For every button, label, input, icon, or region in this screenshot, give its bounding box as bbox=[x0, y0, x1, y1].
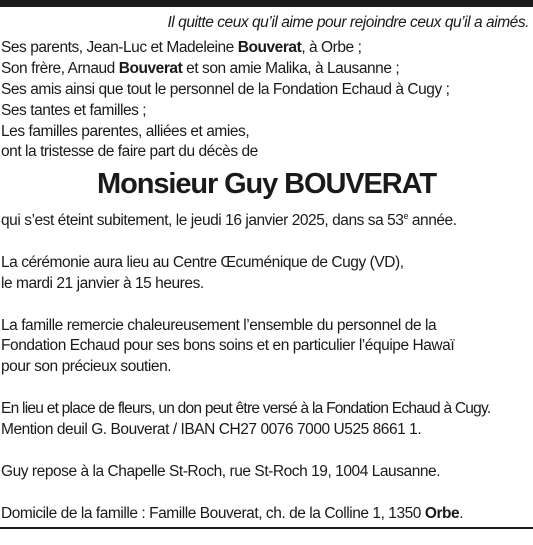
notice-body bbox=[1, 211, 533, 545]
domicile-paragraph bbox=[1, 504, 533, 525]
epigraph-quote: Il quitte ceux qu’il aime pour rejoindre ceux qu’il a aimés. bbox=[167, 14, 529, 31]
deceased-name: Monsieur Guy BOUVERAT bbox=[97, 168, 436, 200]
domicile-text: Domicile de la famille : Famille Bouverat, ch. de la Colline 1, 1350 bbox=[1, 504, 425, 522]
parents-text: Ses parents, Jean-Luc et Madeleine bbox=[1, 39, 238, 56]
thanks-line-1: La famille remercie chaleureusement l’ensemble du personnel de la bbox=[1, 316, 437, 334]
brother-place: et son amie Malika, à Lausanne ; bbox=[182, 59, 400, 77]
family-line-announce: ont la tristesse de faire part du décès de bbox=[1, 143, 258, 161]
bottom-rule bbox=[0, 527, 533, 529]
chapel-paragraph: Guy repose à la Chapelle St-Roch, rue St-Roch 19, 1004 Lausanne. bbox=[1, 462, 441, 480]
thanks-line-2: Fondation Echaud pour ses bons soins et en particulier l’équipe Hawaï bbox=[1, 337, 455, 355]
parents-place: , à Orbe ; bbox=[301, 39, 362, 56]
thanks-line-3: pour son précieux soutien. bbox=[1, 358, 172, 376]
ordinal-suffix: e bbox=[403, 211, 409, 221]
domicile-end: . bbox=[459, 504, 464, 522]
parents-surname: Bouverat bbox=[237, 39, 302, 56]
brother-text: Son frère, Arnaud bbox=[1, 59, 119, 77]
family-line-aunts: Ses tantes et familles ; bbox=[1, 101, 147, 119]
death-paragraph bbox=[1, 211, 533, 232]
family-announcement bbox=[1, 38, 449, 163]
ceremony-line-2: le mardi 21 janvier à 15 heures. bbox=[1, 274, 204, 292]
family-line-friends: Ses amis ainsi que tout le personnel de la Fondation Echaud à Cugy ; bbox=[1, 80, 450, 98]
family-line-relatives: Les familles parentes, alliées et amies, bbox=[1, 122, 250, 140]
brother-surname: Bouverat bbox=[118, 59, 183, 77]
death-text-end: année. bbox=[408, 212, 457, 229]
domicile-town: Orbe bbox=[424, 504, 460, 522]
death-text: qui s’est éteint subitement, le jeudi 16 janvier 2025, dans sa 53 bbox=[1, 212, 404, 229]
donation-line-1: En lieu et place de fleurs, un don peut être versé à la Fondation Echaud à Cugy. bbox=[1, 400, 491, 418]
family-line-brother bbox=[1, 59, 449, 80]
ceremony-line-1: La cérémonie aura lieu au Centre Œcuménique de Cugy (VD), bbox=[1, 253, 404, 271]
top-rule bbox=[0, 0, 533, 7]
donation-line-2: Mention deuil G. Bouverat / IBAN CH27 0076 7000 U525 8661 1. bbox=[1, 421, 422, 439]
family-line-parents bbox=[1, 38, 449, 59]
